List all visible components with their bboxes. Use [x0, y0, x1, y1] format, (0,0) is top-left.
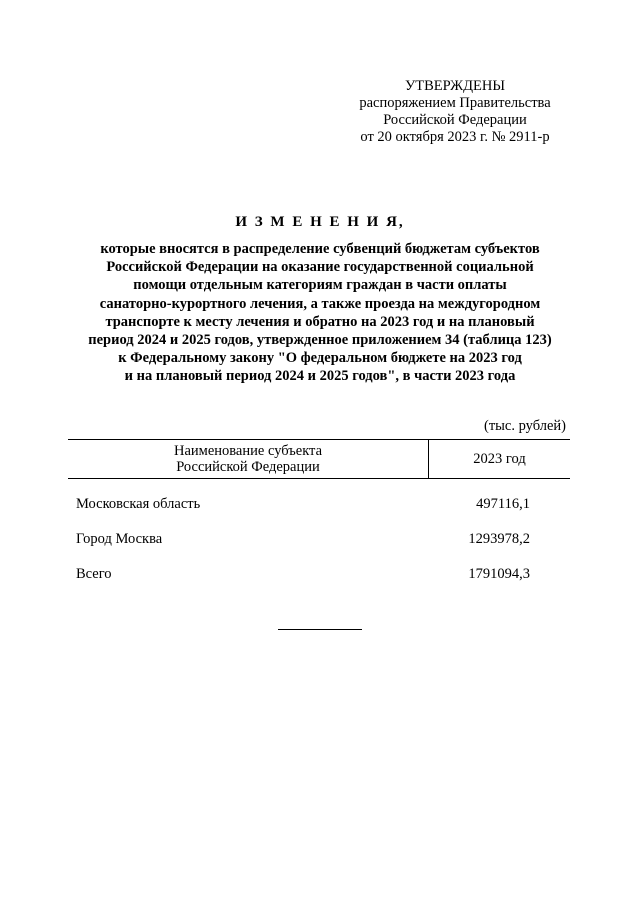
approval-block: [330, 78, 580, 146]
document-title: И З М Е Н Е Н И Я,: [235, 214, 405, 230]
subtitle-line: санаторно-курортного лечения, а также проезда на междугородном: [99, 295, 541, 312]
units-label: (тыс. рублей): [484, 418, 566, 434]
header-year-cell: 2023 год: [473, 450, 526, 467]
row-name: Московская область: [76, 496, 201, 512]
approval-line-2: Российской Федерации: [383, 112, 527, 128]
subtitle-line: помощи отдельным категориям граждан в части оплаты: [133, 277, 507, 294]
approval-line-3: от 20 октября 2023 г. № 2911-р: [360, 129, 550, 145]
header-name-cell: [68, 440, 429, 478]
table-row-total: [68, 566, 570, 601]
document-subtitle: [60, 240, 580, 386]
row-value: 1293978,2: [468, 531, 530, 547]
table-header: [68, 439, 570, 479]
subtitle-line: период 2024 и 2025 годов, утвержденное приложением 34 (таблица 123): [88, 332, 552, 349]
subtitle-line: Российской Федерации на оказание государственной социальной: [106, 259, 534, 276]
row-value: 497116,1: [476, 496, 530, 512]
end-divider: [278, 629, 362, 630]
subtitle-line: и на плановый период 2024 и 2025 годов", в части 2023 года: [124, 368, 516, 385]
header-name-line-1: Наименование субъекта: [173, 443, 323, 459]
table-row: [68, 531, 570, 566]
subtitle-line: транспорте к месту лечения и обратно на 2023 год и на плановый: [105, 313, 535, 330]
approval-line-1: распоряжением Правительства: [359, 95, 551, 111]
table-row: [68, 496, 570, 531]
row-value: 1791094,3: [468, 566, 530, 582]
allocation-table: [68, 439, 570, 601]
row-name: Город Москва: [76, 531, 163, 547]
table-body: [68, 479, 570, 601]
subtitle-line: которые вносятся в распределение субвенций бюджетам субъектов: [100, 241, 540, 257]
row-name: Всего: [76, 566, 112, 582]
approval-heading: УТВЕРЖДЕНЫ: [404, 78, 506, 94]
header-name-line-2: Российской Федерации: [176, 459, 320, 475]
subtitle-line: к Федеральному закону "О федеральном бюджете на 2023 год: [118, 350, 522, 367]
